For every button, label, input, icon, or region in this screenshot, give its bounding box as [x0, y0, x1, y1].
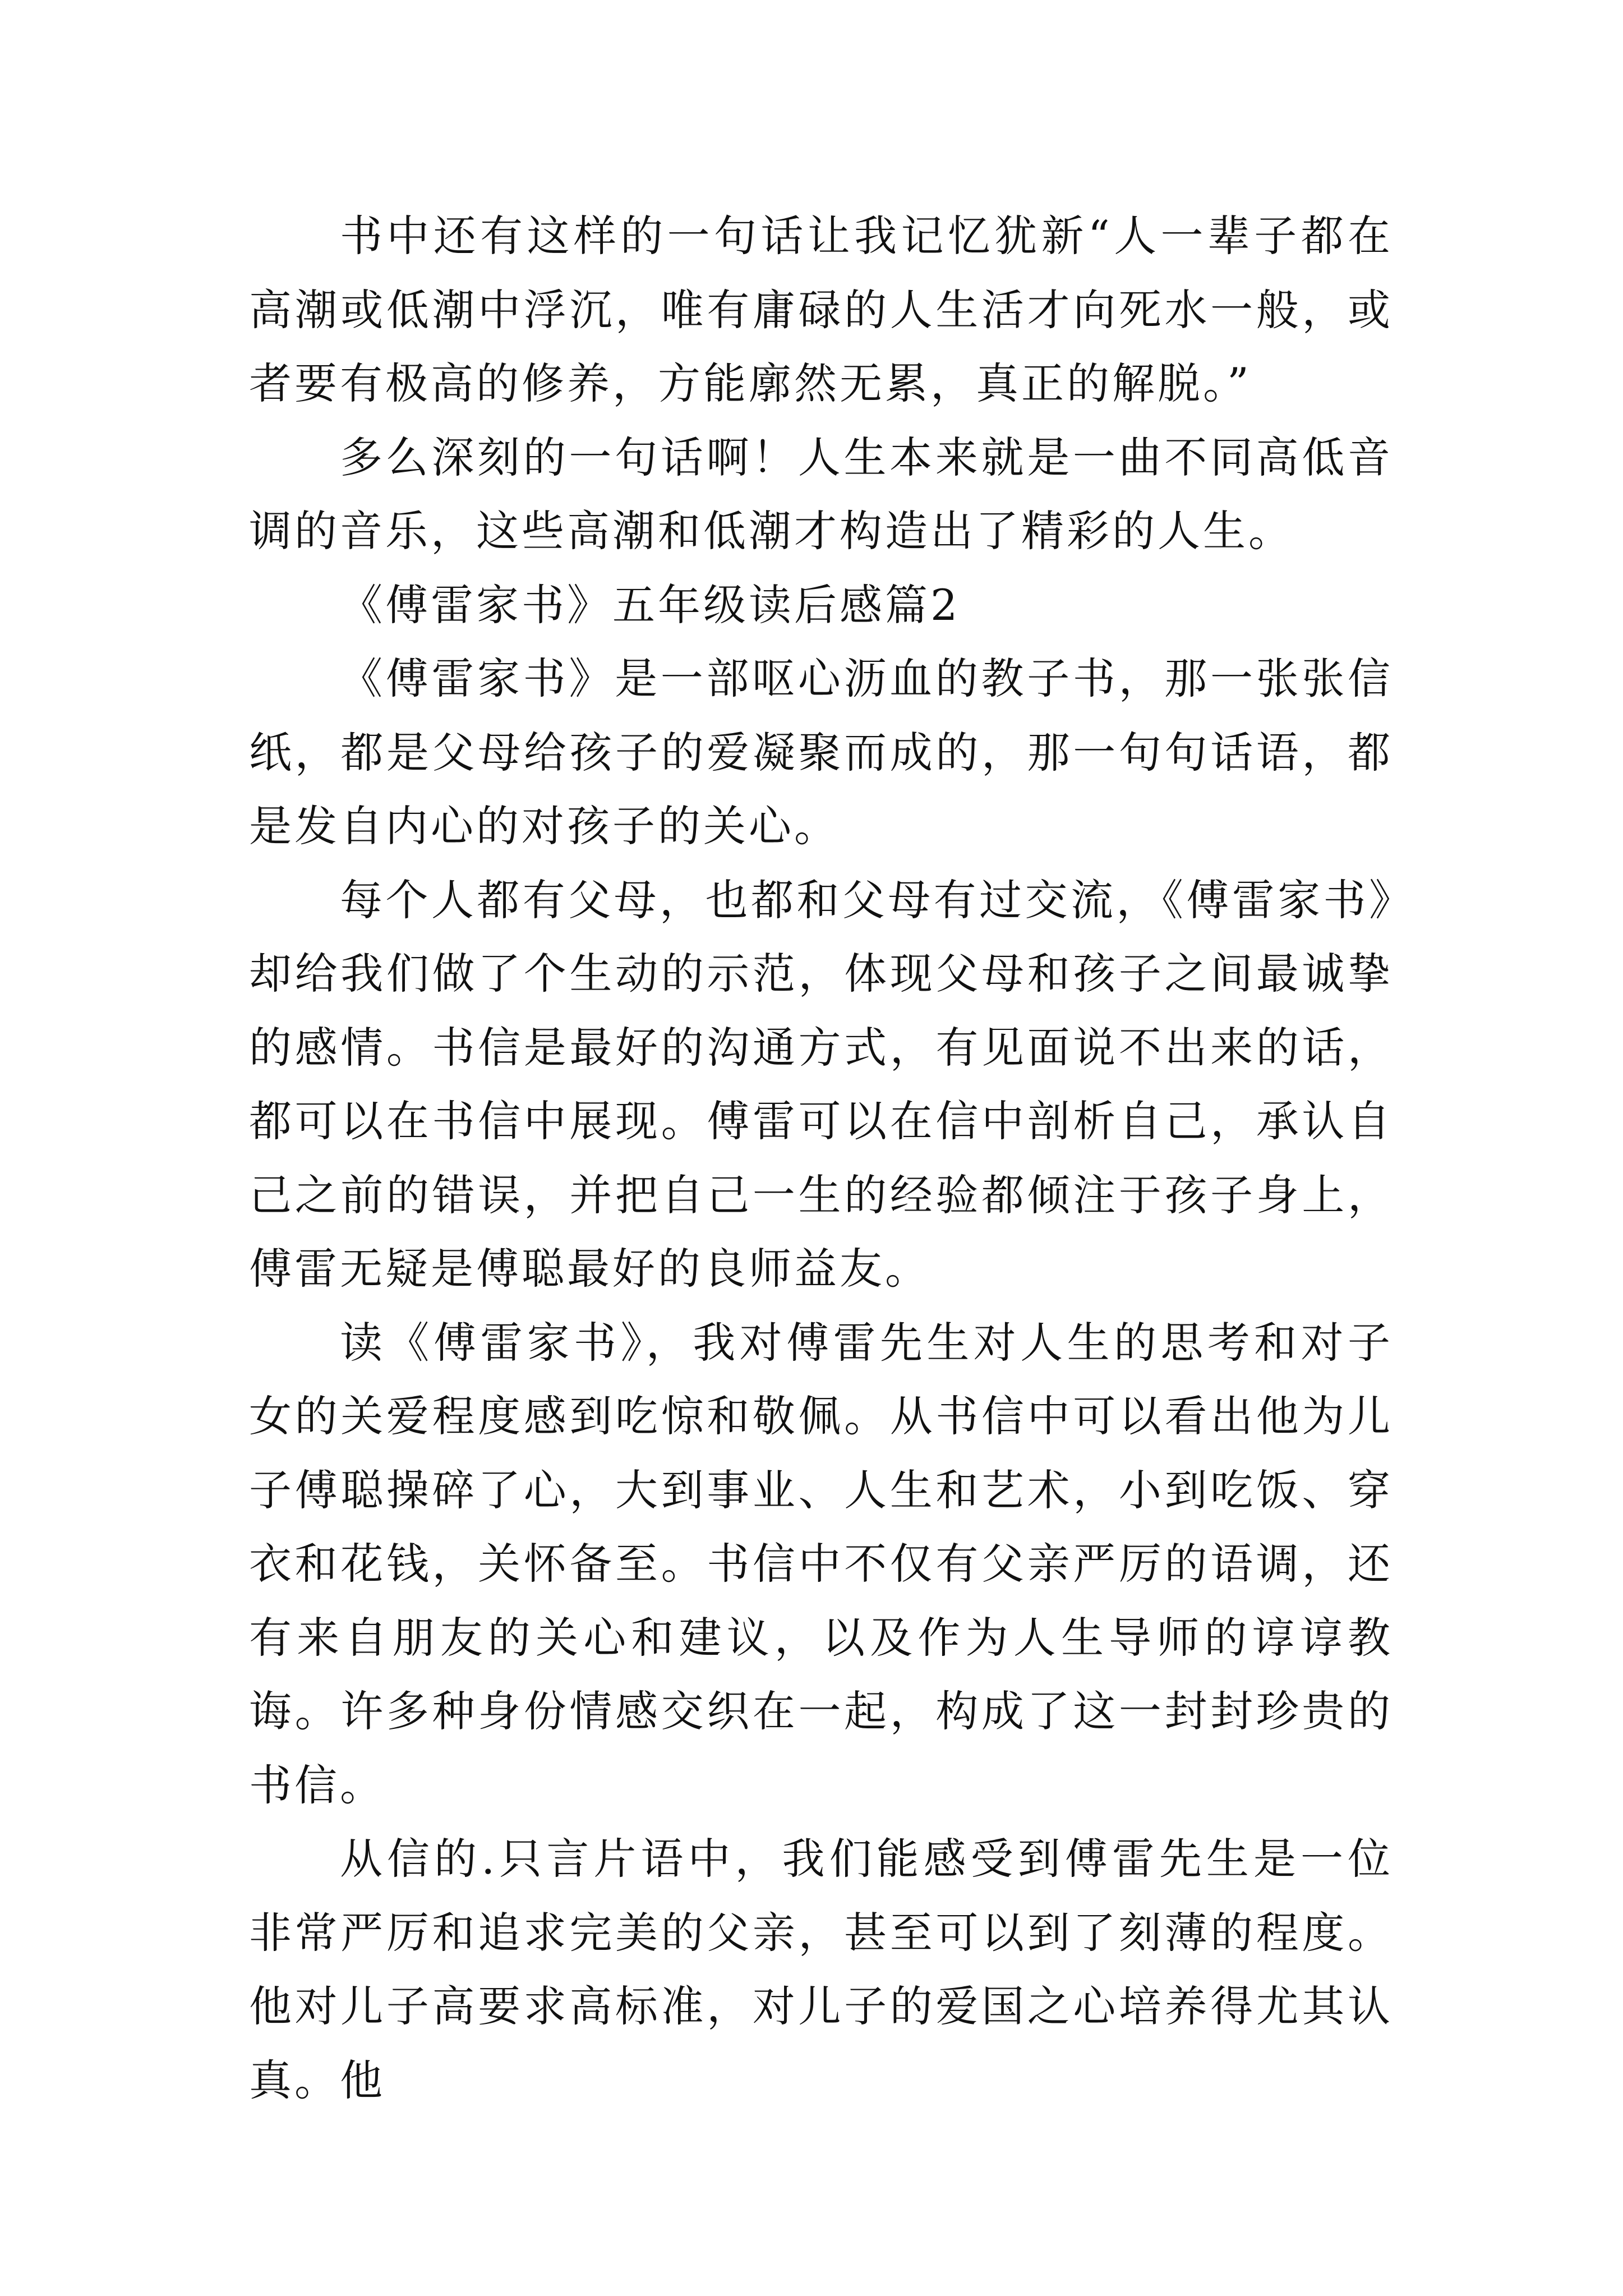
paragraph-6: 从信的.只言片语中，我们能感受到傅雷先生是一位非常严厉和追求完美的父亲，甚至可以到了刻薄的程度。他对儿子高要求高标准，对儿子的爱国之心培养得尤其认真。他: [249, 1834, 1393, 2105]
paragraph-1: 书中还有这样的一句话让我记忆犹新“人一辈子都在高潮或低潮中浮沉，唯有庸碌的人生活才向死水一般，或者要有极高的修养，方能廓然无累，真正的解脱。”: [249, 211, 1393, 408]
paragraph-5: 读《傅雷家书》，我对傅雷先生对人生的思考和对子女的关爱程度感到吃惊和敬佩。从书信中可以看出他为儿子傅聪操碎了心，大到事业、人生和艺术，小到吃饭、穿衣和花钱，关怀备至。书信中不仅有父亲严厉的语调，还有来自朋友的关心和建议，以及作为人生导师的谆谆教诲。许多种身份情感交织在一起，构成了这一封封珍贵的书信。: [249, 1317, 1393, 1810]
paragraph-2: 多么深刻的一句话啊！人生本来就是一曲不同高低音调的音乐，这些高潮和低潮才构造出了精彩的人生。: [249, 432, 1393, 556]
section-heading: 《傅雷家书》五年级读后感篇2: [340, 579, 961, 630]
document-body: [249, 199, 1393, 2117]
paragraph-4: 每个人都有父母，也都和父母有过交流，《傅雷家书》却给我们做了个生动的示范，体现父母和孩子之间最诚挚的感情。书信是最好的沟通方式，有见面说不出来的话，都可以在书信中展现。傅雷可以在信中剖析自己，承认自己之前的错误，并把自己一生的经验都倾注于孩子身上，傅雷无疑是傅聪最好的良师益友。: [249, 875, 1393, 1294]
paragraph-3: 《傅雷家书》是一部呕心沥血的教子书，那一张张信纸，都是父母给孩子的爱凝聚而成的，那一句句话语，都是发自内心的对孩子的关心。: [249, 654, 1393, 851]
